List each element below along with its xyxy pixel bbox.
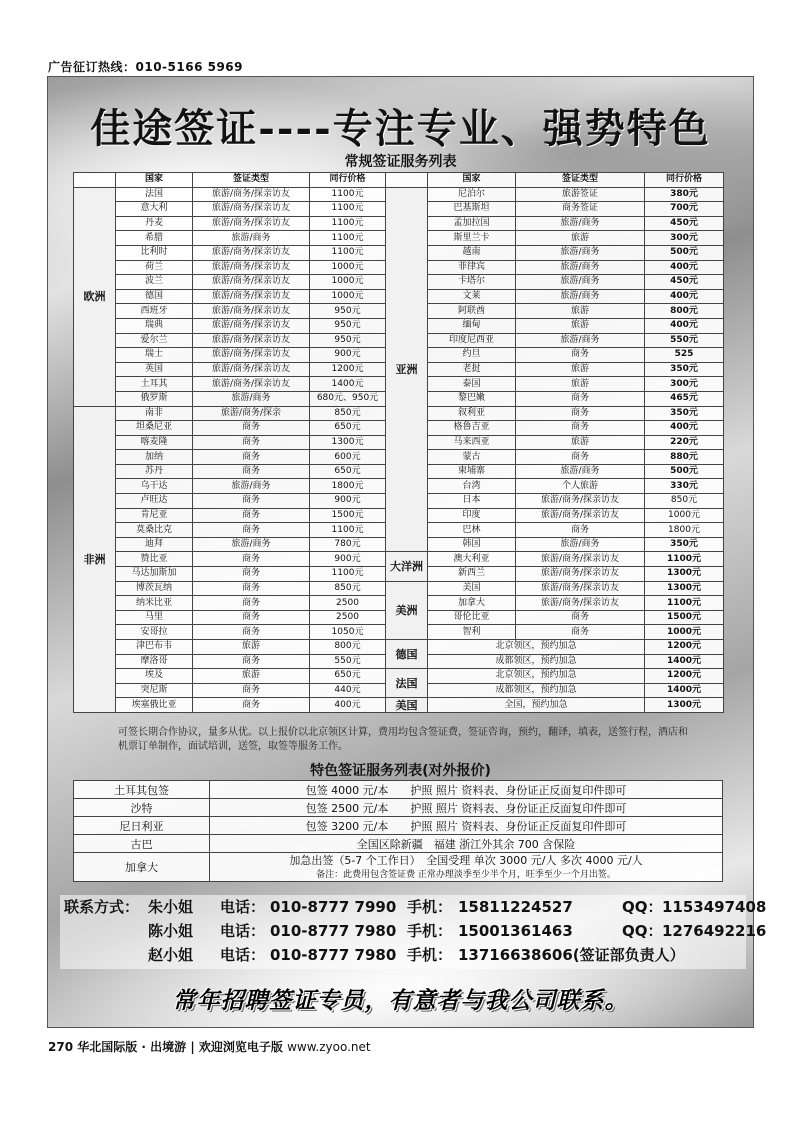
country-cell: 黎巴嫩 [428, 391, 516, 406]
country-cell: 突尼斯 [116, 683, 193, 698]
price-cell: 900元 [310, 348, 386, 363]
country-cell: 土耳其 [116, 377, 193, 392]
visa-type-cell: 旅游/商务/探亲访友 [193, 318, 310, 333]
header-country-right: 国家 [428, 173, 516, 188]
visa-type-cell: 旅游/商务 [516, 464, 645, 479]
special-row [74, 835, 723, 853]
price-cell: 1100元 [310, 523, 386, 538]
country-cell: 喀麦隆 [116, 435, 193, 450]
visa-type-cell: 商务 [516, 625, 645, 640]
visa-type-cell: 旅游/商务 [193, 391, 310, 406]
price-cell: 800元 [310, 640, 386, 655]
price-cell: 1200元 [310, 362, 386, 377]
price-cell: 350元 [645, 537, 724, 552]
visa-type-cell: 旅游/商务 [193, 231, 310, 246]
price-cell: 450元 [645, 216, 724, 231]
visa-type-cell: 商务 [193, 552, 310, 567]
country-cell: 英国 [116, 362, 193, 377]
price-cell: 1100元 [310, 187, 386, 202]
price-cell: 1300元 [645, 567, 724, 582]
visa-type-cell: 旅游 [193, 669, 310, 684]
table-row [74, 669, 724, 684]
visa-type-cell: 商务 [193, 508, 310, 523]
price-cell: 400元 [310, 698, 386, 713]
price-cell: 680元、950元 [310, 391, 386, 406]
regular-visa-table [73, 172, 724, 713]
special-visa-table [73, 780, 723, 882]
visa-type-cell: 商务 [193, 625, 310, 640]
country-cell: 俄罗斯 [116, 391, 193, 406]
region-label: 大洋洲 [386, 552, 428, 581]
price-cell: 330元 [645, 479, 724, 494]
region-label: 美国 [386, 698, 428, 713]
table-row [74, 187, 724, 202]
footer-text: 270 华北国际版 · 出境游 | 欢迎浏览电子版 [48, 1040, 283, 1054]
country-cell: 卡塔尔 [428, 275, 516, 290]
price-cell: 1100元 [310, 245, 386, 260]
contact-phone[interactable]: 010-8777 7980 [270, 946, 397, 964]
country-cell: 卢旺达 [116, 494, 193, 509]
visa-type-cell: 旅游/商务/探亲访友 [516, 552, 645, 567]
country-cell: 马达加斯加 [116, 567, 193, 582]
price-cell: 600元 [310, 450, 386, 465]
visa-type-cell: 旅游/商务/探亲访友 [193, 304, 310, 319]
table-row [74, 640, 724, 655]
country-cell: 柬埔寨 [428, 464, 516, 479]
price-cell: 1050元 [310, 625, 386, 640]
region-label: 非洲 [74, 406, 116, 712]
country-cell: 蒙古 [428, 450, 516, 465]
price-cell: 1500元 [645, 610, 724, 625]
price-cell: 1800元 [645, 523, 724, 538]
special-name: 加拿大 [74, 853, 210, 882]
visa-type-cell: 旅游/商务/探亲访友 [193, 260, 310, 275]
price-cell: 1400元 [310, 377, 386, 392]
price-cell: 950元 [310, 333, 386, 348]
country-cell: 印度 [428, 508, 516, 523]
special-desc: 加急出签（5-7 个工作日） 全国受理 单次 3000 元/人 多次 4000 元/人 [289, 854, 643, 867]
country-cell: 德国 [116, 289, 193, 304]
price-cell: 850元 [310, 406, 386, 421]
price-cell: 950元 [310, 318, 386, 333]
country-cell: 摩洛哥 [116, 654, 193, 669]
region-label: 亚洲 [386, 187, 428, 552]
country-cell: 津巴布韦 [116, 640, 193, 655]
price-cell: 220元 [645, 435, 724, 450]
advert-frame [47, 76, 767, 1028]
qq-label: QQ： [622, 898, 663, 916]
price-cell: 1000元 [645, 625, 724, 640]
consulate-cell: 成都领区，预约加急 [428, 654, 645, 669]
country-cell: 埃及 [116, 669, 193, 684]
price-cell: 650元 [310, 464, 386, 479]
visa-type-cell: 商务 [193, 654, 310, 669]
price-cell: 1000元 [645, 508, 724, 523]
page-footer [48, 1038, 371, 1055]
country-cell: 博茨瓦纳 [116, 581, 193, 596]
visa-type-cell: 旅游/商务/探亲访友 [516, 596, 645, 611]
consulate-cell: 北京领区，预约加急 [428, 669, 645, 684]
visa-type-cell: 旅游/商务 [516, 537, 645, 552]
price-cell: 1400元 [645, 683, 724, 698]
visa-type-cell: 商务 [516, 391, 645, 406]
special-row [74, 781, 723, 799]
price-cell: 1500元 [310, 508, 386, 523]
table-row [74, 581, 724, 596]
consulate-cell: 成都领区，预约加急 [428, 683, 645, 698]
table-header-row [74, 173, 724, 188]
country-cell: 斯里兰卡 [428, 231, 516, 246]
special-name: 土耳其包签 [74, 781, 210, 799]
pricing-note: 可签长期合作协议，量多从优。以上报价以北京领区计算，费用均包含签证费，签证咨询，预约，翻译，填表，送签行程，酒店和机票订单制作，面试培训，送签，取签等服务工作。 [118, 727, 688, 752]
country-cell: 格鲁吉亚 [428, 421, 516, 436]
country-cell: 荷兰 [116, 260, 193, 275]
header-country-left: 国家 [116, 173, 193, 188]
special-desc: 包签 4000 元/本 护照 照片 资料表、身份证正反面复印件即可 [210, 781, 723, 799]
special-name: 沙特 [74, 799, 210, 817]
visa-type-cell: 旅游/商务/探亲访友 [193, 216, 310, 231]
visa-type-cell: 商务 [516, 406, 645, 421]
visa-type-cell: 商务 [193, 596, 310, 611]
visa-type-cell: 商务 [193, 464, 310, 479]
header-price-left: 同行价格 [310, 173, 386, 188]
price-cell: 1100元 [310, 567, 386, 582]
visa-type-cell: 旅游 [516, 318, 645, 333]
country-cell: 澳大利亚 [428, 552, 516, 567]
country-cell: 南非 [116, 406, 193, 421]
country-cell: 埃塞俄比亚 [116, 698, 193, 713]
mobile-label: 手机： [407, 898, 453, 916]
visa-type-cell: 旅游 [516, 377, 645, 392]
recruitment-banner: 常年招聘签证专员，有意者与我公司联系。 [172, 987, 629, 1014]
price-cell: 1100元 [645, 552, 724, 567]
visa-type-cell: 旅游/商务 [193, 537, 310, 552]
country-cell: 尼泊尔 [428, 187, 516, 202]
visa-type-cell: 商务 [193, 435, 310, 450]
visa-type-cell: 旅游/商务 [516, 333, 645, 348]
price-cell: 950元 [310, 304, 386, 319]
price-cell: 350元 [645, 362, 724, 377]
country-cell: 瑞士 [116, 348, 193, 363]
price-cell: 1800元 [310, 479, 386, 494]
country-cell: 苏丹 [116, 464, 193, 479]
consulate-cell: 北京领区，预约加急 [428, 640, 645, 655]
price-cell: 380元 [645, 187, 724, 202]
price-cell: 400元 [645, 260, 724, 275]
country-cell: 台湾 [428, 479, 516, 494]
visa-type-cell: 商务 [193, 683, 310, 698]
price-cell: 880元 [645, 450, 724, 465]
visa-type-cell: 旅游 [516, 435, 645, 450]
price-cell: 2500 [310, 610, 386, 625]
header-visa-type-right: 签证类型 [516, 173, 645, 188]
special-name: 古巴 [74, 835, 210, 853]
price-cell: 650元 [310, 421, 386, 436]
country-cell: 安哥拉 [116, 625, 193, 640]
visa-type-cell: 旅游 [516, 362, 645, 377]
visa-type-cell: 商务 [193, 567, 310, 582]
country-cell: 赞比亚 [116, 552, 193, 567]
country-cell: 希腊 [116, 231, 193, 246]
price-cell: 500元 [645, 245, 724, 260]
visa-type-cell: 商务签证 [516, 202, 645, 217]
contact-name: 陈小姐 [148, 922, 194, 940]
special-name: 尼日利亚 [74, 817, 210, 835]
visa-type-cell: 旅游/商务 [193, 479, 310, 494]
country-cell: 加纳 [116, 450, 193, 465]
visa-type-cell: 旅游/商务/探亲访友 [193, 275, 310, 290]
visa-type-cell: 旅游/商务/探亲访友 [516, 567, 645, 582]
price-cell: 400元 [645, 318, 724, 333]
visa-type-cell: 商务 [193, 421, 310, 436]
country-cell: 意大利 [116, 202, 193, 217]
special-row [74, 817, 723, 835]
contact-phone[interactable]: 010-8777 7980 [270, 922, 397, 940]
price-cell: 1000元 [310, 275, 386, 290]
country-cell: 韩国 [428, 537, 516, 552]
ad-hotline: 广告征订热线：010-5166 5969 [48, 60, 244, 74]
visa-type-cell: 旅游/商务 [516, 245, 645, 260]
country-cell: 巴林 [428, 523, 516, 538]
country-cell: 哥伦比亚 [428, 610, 516, 625]
visa-type-cell: 旅游/商务/探亲访友 [193, 187, 310, 202]
price-cell: 850元 [310, 581, 386, 596]
phone-label: 电话： [220, 922, 266, 940]
price-cell: 550元 [645, 333, 724, 348]
price-cell: 1100元 [310, 202, 386, 217]
price-cell: 1100元 [310, 231, 386, 246]
visa-type-cell: 旅游/商务/探亲 [193, 406, 310, 421]
country-cell: 坦桑尼亚 [116, 421, 193, 436]
visa-type-cell: 旅游/商务 [516, 275, 645, 290]
country-cell: 波兰 [116, 275, 193, 290]
visa-type-cell: 旅游 [193, 640, 310, 655]
visa-type-cell: 商务 [516, 610, 645, 625]
phone-label: 电话： [220, 946, 266, 964]
price-cell: 1300元 [645, 581, 724, 596]
visa-type-cell: 商务 [193, 698, 310, 713]
price-cell: 900元 [310, 552, 386, 567]
visa-type-cell: 旅游/商务 [516, 216, 645, 231]
price-cell: 1000元 [310, 289, 386, 304]
qq-label: QQ： [622, 922, 663, 940]
country-cell: 约旦 [428, 348, 516, 363]
contact-mobile[interactable]: 15001361463 [458, 922, 573, 940]
country-cell: 孟加拉国 [428, 216, 516, 231]
mobile-label: 手机： [407, 922, 453, 940]
price-cell: 440元 [310, 683, 386, 698]
visa-type-cell: 商务 [193, 494, 310, 509]
country-cell: 瑞典 [116, 318, 193, 333]
country-cell: 乌干达 [116, 479, 193, 494]
region-label: 法国 [386, 669, 428, 698]
country-cell: 叙利亚 [428, 406, 516, 421]
visa-type-cell: 商务 [193, 450, 310, 465]
region-label: 美洲 [386, 581, 428, 639]
header-visa-type-left: 签证类型 [193, 173, 310, 188]
visa-type-cell: 商务 [516, 348, 645, 363]
country-cell: 日本 [428, 494, 516, 509]
visa-type-cell: 旅游/商务/探亲访友 [193, 289, 310, 304]
contact-qq[interactable]: 1153497408 [662, 898, 767, 916]
visa-type-cell: 旅游/商务/探亲访友 [516, 581, 645, 596]
price-cell: 1400元 [645, 654, 724, 669]
country-cell: 丹麦 [116, 216, 193, 231]
price-cell: 2500 [310, 596, 386, 611]
country-cell: 印度尼西亚 [428, 333, 516, 348]
visa-type-cell: 商务 [193, 610, 310, 625]
visa-type-cell: 商务 [516, 450, 645, 465]
price-cell: 700元 [645, 202, 724, 217]
regular-visa-list-title: 常规签证服务列表 [344, 154, 457, 170]
contact-name: 赵小姐 [148, 946, 194, 964]
price-cell: 780元 [310, 537, 386, 552]
price-cell: 1100元 [645, 596, 724, 611]
country-cell: 西班牙 [116, 304, 193, 319]
visa-type-cell: 个人旅游 [516, 479, 645, 494]
country-cell: 爱尔兰 [116, 333, 193, 348]
country-cell: 马来西亚 [428, 435, 516, 450]
visa-type-cell: 旅游/商务/探亲访友 [193, 245, 310, 260]
contact-mobile[interactable]: 15811224527 [458, 898, 573, 916]
country-cell: 菲律宾 [428, 260, 516, 275]
country-cell: 文莱 [428, 289, 516, 304]
country-cell: 巴基斯坦 [428, 202, 516, 217]
contact-label: 联系方式： [64, 898, 140, 916]
region-label: 德国 [386, 640, 428, 669]
visa-type-cell: 商务 [516, 523, 645, 538]
country-cell: 新西兰 [428, 567, 516, 582]
visa-type-cell: 商务 [193, 523, 310, 538]
price-cell: 400元 [645, 421, 724, 436]
price-cell: 650元 [310, 669, 386, 684]
price-cell: 550元 [310, 654, 386, 669]
price-cell: 1000元 [310, 260, 386, 275]
country-cell: 老挝 [428, 362, 516, 377]
table-row [74, 698, 724, 713]
visa-type-cell: 旅游/商务/探亲访友 [193, 377, 310, 392]
table-row [74, 552, 724, 567]
special-remark: 备注：此费用包含签证费 正常办理淡季至少半个月，旺季至少一个月出签。 [316, 870, 616, 880]
regular-visa-table-body [74, 187, 724, 712]
consulate-cell: 全国，预约加急 [428, 698, 645, 713]
visa-type-cell: 商务 [516, 421, 645, 436]
price-cell: 1200元 [645, 669, 724, 684]
contact-phone[interactable]: 010-8777 7990 [270, 898, 397, 916]
country-cell: 泰国 [428, 377, 516, 392]
visa-type-cell: 旅游 [516, 231, 645, 246]
visa-type-cell: 旅游签证 [516, 187, 645, 202]
special-row [74, 799, 723, 817]
visa-type-cell: 旅游/商务/探亲访友 [193, 362, 310, 377]
footer-url[interactable]: www.zyoo.net [287, 1040, 371, 1054]
country-cell: 法国 [116, 187, 193, 202]
country-cell: 莫桑比克 [116, 523, 193, 538]
price-cell: 500元 [645, 464, 724, 479]
country-cell: 马里 [116, 610, 193, 625]
price-cell: 1300元 [310, 435, 386, 450]
country-cell: 肯尼亚 [116, 508, 193, 523]
country-cell: 迪拜 [116, 537, 193, 552]
country-cell: 阿联酋 [428, 304, 516, 319]
price-cell: 300元 [645, 231, 724, 246]
country-cell: 越南 [428, 245, 516, 260]
contact-name: 朱小姐 [148, 898, 194, 916]
country-cell: 美国 [428, 581, 516, 596]
special-row [74, 853, 723, 882]
country-cell: 比利时 [116, 245, 193, 260]
region-label: 欧洲 [74, 187, 116, 406]
visa-type-cell: 旅游/商务/探亲访友 [193, 348, 310, 363]
price-cell: 1200元 [645, 640, 724, 655]
visa-type-cell: 旅游/商务 [516, 289, 645, 304]
header-corner-right [386, 173, 428, 188]
country-cell: 缅甸 [428, 318, 516, 333]
price-cell: 900元 [310, 494, 386, 509]
special-desc: 全国区除新疆 福建 浙江外其余 700 含保险 [210, 835, 723, 853]
mobile-label: 手机： [407, 946, 453, 964]
price-cell: 1300元 [645, 698, 724, 713]
header-corner-left [74, 173, 116, 188]
contact-mobile[interactable]: 13716638606(签证部负责人） [458, 946, 685, 964]
visa-type-cell: 旅游/商务/探亲访友 [193, 202, 310, 217]
price-cell: 400元 [645, 289, 724, 304]
country-cell: 加拿大 [428, 596, 516, 611]
visa-type-cell: 商务 [193, 581, 310, 596]
price-cell: 850元 [645, 494, 724, 509]
price-cell: 1100元 [310, 216, 386, 231]
contact-block [60, 895, 767, 969]
phone-label: 电话： [220, 898, 266, 916]
visa-type-cell: 旅游/商务/探亲访友 [516, 508, 645, 523]
price-cell: 450元 [645, 275, 724, 290]
special-visa-list-title: 特色签证服务列表(对外报价) [310, 763, 491, 779]
visa-type-cell: 旅游 [516, 304, 645, 319]
visa-type-cell: 旅游/商务/探亲访友 [193, 333, 310, 348]
price-cell: 300元 [645, 377, 724, 392]
special-desc: 包签 3200 元/本 护照 照片 资料表、身份证正反面复印件即可 [210, 817, 723, 835]
special-desc: 包签 2500 元/本 护照 照片 资料表、身份证正反面复印件即可 [210, 799, 723, 817]
special-desc-cell [210, 853, 723, 882]
country-cell: 智利 [428, 625, 516, 640]
country-cell: 纳米比亚 [116, 596, 193, 611]
visa-type-cell: 旅游/商务 [516, 260, 645, 275]
header-price-right: 同行价格 [645, 173, 724, 188]
headline: 佳途签证----专注专业、强势特色 [90, 105, 711, 152]
visa-type-cell: 旅游/商务/探亲访友 [516, 494, 645, 509]
price-cell: 465元 [645, 391, 724, 406]
price-cell: 525 [645, 348, 724, 363]
contact-qq[interactable]: 1276492216 [662, 922, 767, 940]
price-cell: 350元 [645, 406, 724, 421]
price-cell: 800元 [645, 304, 724, 319]
